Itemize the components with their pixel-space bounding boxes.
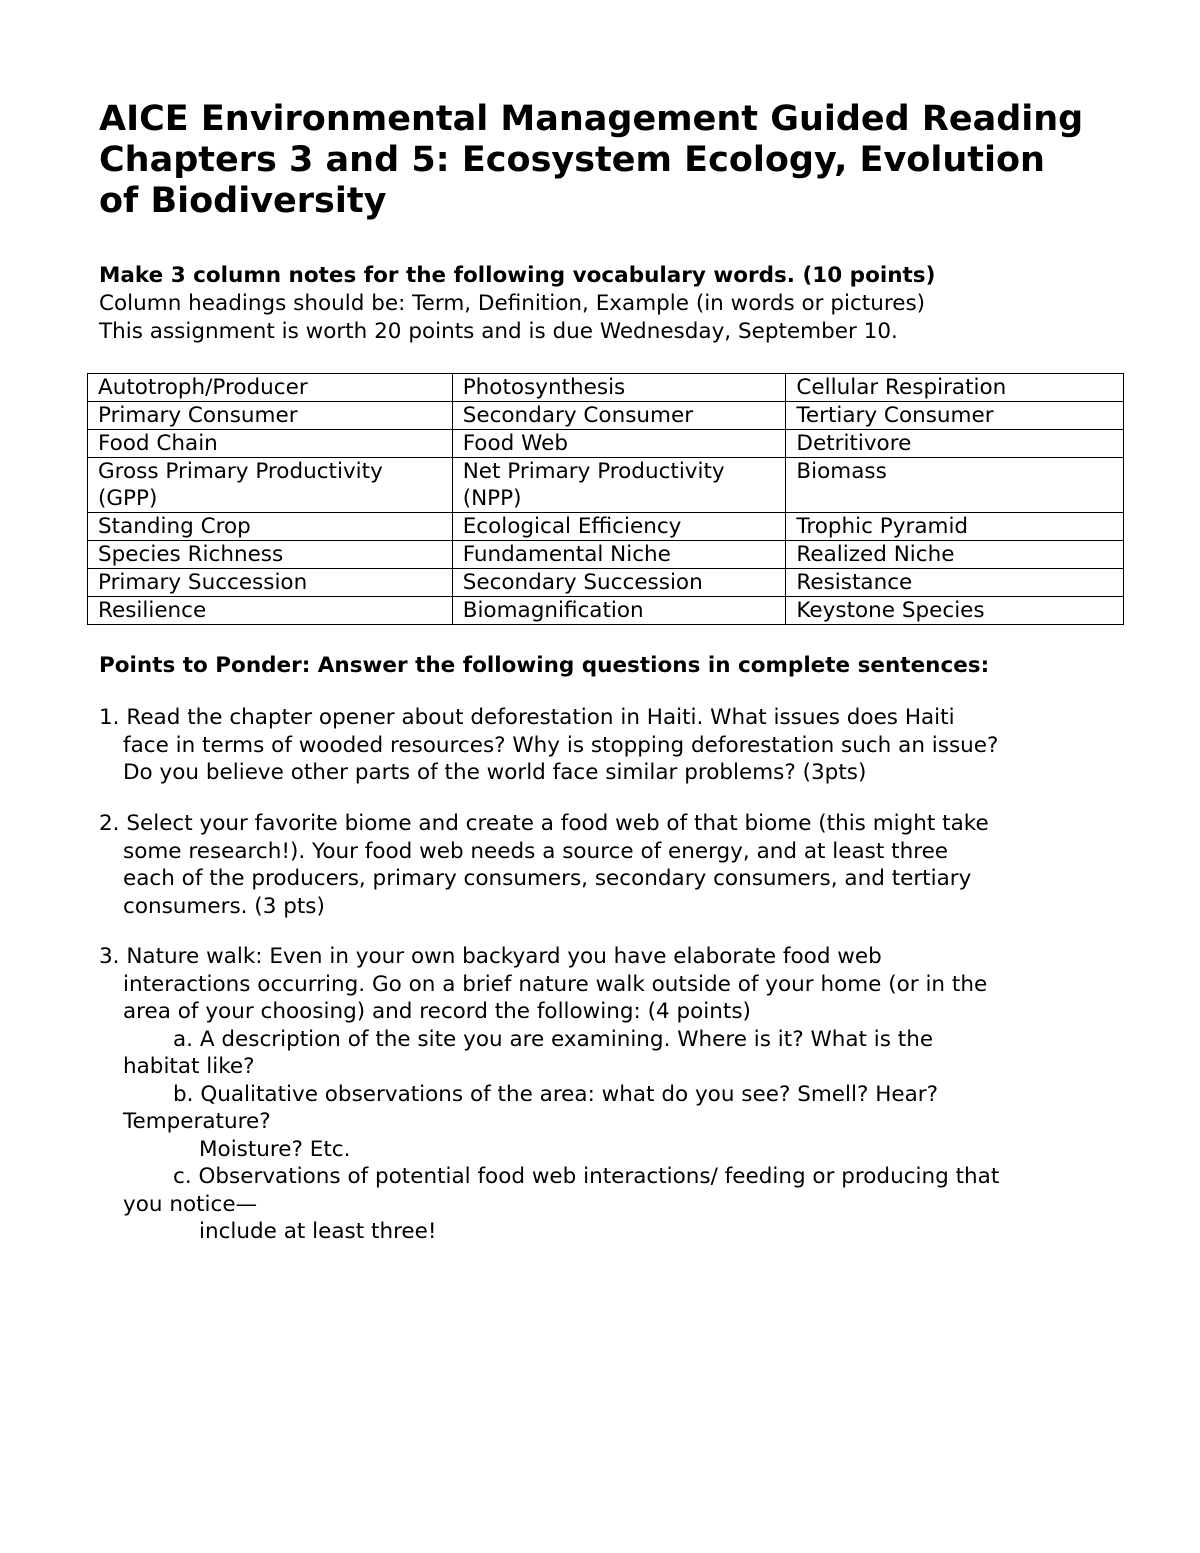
question-line: some research!). Your food web needs a source of energy, and at least three: [123, 838, 949, 864]
vocab-term: Resilience: [88, 597, 453, 625]
question-line: 3. Nature walk: Even in your own backyard you have elaborate food web: [99, 944, 882, 969]
vocab-term: Keystone Species: [786, 597, 1124, 625]
table-row: [88, 458, 1124, 513]
vocabulary-table: [87, 373, 1124, 625]
vocab-term: Primary Consumer: [88, 402, 453, 430]
page-title: [99, 99, 1139, 222]
question-1: [99, 704, 1139, 787]
vocab-term: Primary Succession: [88, 569, 453, 597]
vocab-term: Net Primary Productivity (NPP): [452, 458, 786, 513]
vocab-term: Biomagnification: [452, 597, 786, 625]
question-line: interactions occurring. Go on a brief nature walk outside of your home (or in the: [123, 971, 988, 997]
question-3b-line: Temperature?: [123, 1109, 271, 1134]
question-2: [99, 810, 1139, 920]
vocab-term: Fundamental Niche: [452, 541, 786, 569]
question-line: each of the producers, primary consumers, secondary consumers, and tertiary: [123, 866, 972, 891]
question-3b-line: b. Qualitative observations of the area: what do you see? Smell? Hear?: [173, 1081, 939, 1107]
question-line: area of your choosing) and record the following: (4 points): [123, 999, 751, 1024]
vocab-term: Trophic Pyramid: [786, 513, 1124, 541]
vocab-term: Species Richness: [88, 541, 453, 569]
vocab-term: Secondary Consumer: [452, 402, 786, 430]
title-line: of Biodiversity: [99, 181, 387, 221]
question-line: consumers. (3 pts): [123, 893, 325, 919]
question-line: 2. Select your favorite biome and create a food web of that biome (this might take: [99, 811, 989, 836]
vocab-term: Secondary Succession: [452, 569, 786, 597]
vocab-term: Cellular Respiration: [786, 374, 1124, 402]
vocab-term: Standing Crop: [88, 513, 453, 541]
table-row: [88, 374, 1124, 402]
instruction-text: Make 3 column notes for the following vocabulary words. (10 points): [99, 263, 936, 288]
question-line: 1. Read the chapter opener about deforestation in Haiti. What issues does Haiti: [99, 705, 955, 730]
question-3c-line: you notice—: [123, 1191, 258, 1217]
question-line: Do you believe other parts of the world face similar problems? (3pts): [123, 760, 867, 785]
vocab-term: Biomass: [786, 458, 1124, 513]
vocab-term: Gross Primary Productivity (GPP): [88, 458, 453, 513]
question-3: [99, 943, 1139, 1246]
vocab-term: Ecological Efficiency: [452, 513, 786, 541]
vocab-term: Photosynthesis: [452, 374, 786, 402]
question-3c-line: include at least three!: [199, 1219, 437, 1244]
question-3a-line: a. A description of the site you are examining. Where is it? What is the: [173, 1026, 934, 1052]
title-line: Chapters 3 and 5: Ecosystem Ecology, Evolution: [99, 140, 1045, 180]
table-row: [88, 597, 1124, 625]
vocab-term: Tertiary Consumer: [786, 402, 1124, 430]
vocab-term: Realized Niche: [786, 541, 1124, 569]
question-line: face in terms of wooded resources? Why is stopping deforestation such an issue?: [123, 732, 999, 758]
due-date-text: This assignment is worth 20 points and is due Wednesday, September 10.: [99, 319, 898, 344]
question-3b-line: Moisture? Etc.: [199, 1136, 351, 1162]
points-to-ponder-heading: Points to Ponder: Answer the following questions in complete sentences:: [99, 653, 990, 678]
question-3c-line: c. Observations of potential food web interactions/ feeding or producing that: [173, 1164, 1000, 1189]
vocab-term: Food Web: [452, 430, 786, 458]
question-3a-line: habitat like?: [123, 1054, 255, 1079]
table-row: [88, 402, 1124, 430]
assignment-instructions: [99, 262, 1139, 346]
table-row: [88, 541, 1124, 569]
vocab-term: Food Chain: [88, 430, 453, 458]
table-row: [88, 430, 1124, 458]
vocab-term: Detritivore: [786, 430, 1124, 458]
title-line: AICE Environmental Management Guided Reading: [99, 99, 1084, 139]
vocab-term: Resistance: [786, 569, 1124, 597]
table-row: [88, 569, 1124, 597]
column-headings-text: Column headings should be: Term, Definition, Example (in words or pictures): [99, 291, 926, 316]
vocab-term: Autotroph/Producer: [88, 374, 453, 402]
table-row: [88, 513, 1124, 541]
